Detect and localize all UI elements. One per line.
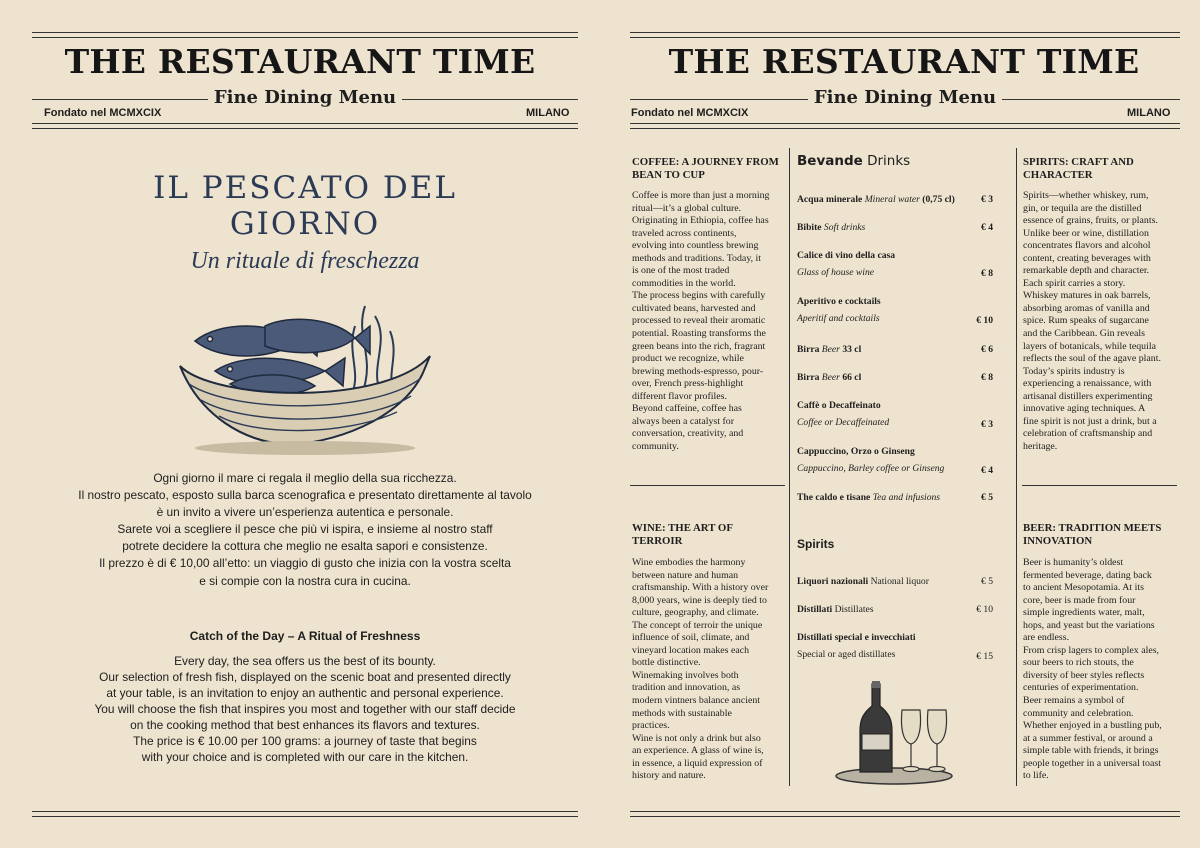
masthead-title: THE RESTAURANT TIME bbox=[668, 42, 1140, 81]
spirit-item: Distillati special e invecchiati Special or aged distillates € 15 bbox=[797, 632, 993, 662]
menu-item: Birra Beer 33 cl € 6 bbox=[797, 344, 993, 355]
wine-heading: WINE: THE ART OF TERROIR bbox=[632, 522, 733, 547]
spirit-item-price: € 5 bbox=[981, 576, 993, 587]
beer-heading: BEER: TRADITION MEETS INNOVATION bbox=[1023, 522, 1162, 547]
english-heading: Catch of the Day – A Ritual of Freshness bbox=[189, 629, 421, 643]
coffee-heading: COFFEE: A JOURNEY FROM BEAN TO CUP bbox=[632, 156, 779, 181]
founded-label: Fondato nel MCMXCIX bbox=[44, 107, 162, 119]
spirits-menu-title: Spirits bbox=[797, 537, 835, 551]
menu-item-price: € 10 bbox=[976, 315, 993, 326]
menu-item: Bibite Soft drinks € 4 bbox=[797, 222, 993, 233]
masthead-subtitle: Fine Dining Menu bbox=[808, 87, 1002, 108]
masthead-subtitle: Fine Dining Menu bbox=[208, 87, 402, 108]
menu-item-price: € 6 bbox=[981, 344, 993, 355]
beer-article: Beer is humanity’s oldest fermented beverage, dating back to ancient Mesopotamia. At its core, beer is made from four simple ingredients water, malt, hops, and yeast but the variations are endless. From crisp lagers to complex ales, sour beers to rich stouts, the diversity of beer styles reflects centuries of experimentation. Beer remains a symbol of community and celebration. Whether enjoyed in a bustling pub, at a summer festival, or around a simple table with friends, it brings people together in a universal toast to life. bbox=[1023, 557, 1162, 782]
bottom-rule bbox=[630, 811, 1180, 817]
italian-description: Ogni giorno il mare ci regala il meglio della sua ricchezza. Il nostro pescato, esposto sulla barca scenografica e presentato direttamente al tavolo è un invito a vivere un’esperienza autentica e personale. Sarete voi a scegliere il pesce che più vi ispira, e insieme al nostro staff potrete decidere la cottura che meglio ne esalta sapori e consistenze. Il prezzo è di € 10,00 all’etto: un viaggio di gusto che inizia con la vostra scelta e si compie con la nostra cura in cucina. bbox=[78, 471, 532, 588]
column-divider-right bbox=[1016, 148, 1017, 786]
top-rule bbox=[630, 32, 1180, 38]
city-label: MILANO bbox=[526, 107, 570, 119]
catch-title bbox=[60, 170, 550, 242]
bottom-rule bbox=[32, 811, 578, 817]
menu-item-price: € 8 bbox=[981, 372, 993, 383]
catch-title-line2: GIORNO bbox=[229, 206, 381, 242]
spirit-item: Distillati Distillates € 10 bbox=[797, 604, 993, 615]
masthead-title: THE RESTAURANT TIME bbox=[64, 42, 536, 81]
menu-item: Birra Beer 66 cl € 8 bbox=[797, 372, 993, 383]
city-label: MILANO bbox=[1127, 107, 1171, 119]
header-bottom-rule bbox=[630, 123, 1180, 129]
menu-item: The caldo e tisane Tea and infusions € 5 bbox=[797, 492, 993, 503]
drinks-menu-title: Bevande Drinks bbox=[797, 153, 911, 169]
catch-title-line1: IL PESCATO DEL bbox=[153, 170, 457, 206]
menu-item: Aperitivo e cocktails Aperitif and cocktails € 10 bbox=[797, 296, 993, 326]
spirits-heading: SPIRITS: CRAFT AND CHARACTER bbox=[1023, 156, 1134, 181]
menu-item-price: € 8 bbox=[981, 268, 993, 279]
spirit-item: Liquori nazionali National liquor € 5 bbox=[797, 576, 993, 587]
menu-item: Cappuccino, Orzo o Ginseng Cappuccino, Barley coffee or Ginseng € 4 bbox=[797, 446, 993, 476]
english-description: Every day, the sea offers us the best of its bounty. Our selection of fresh fish, displayed on the scenic boat and presented directly at your table, is an invitation to enjoy an authentic and personal experience. You will choose the fish that inspires you most and together with our staff decide on the cooking method that best enhances its flavors and textures. The price is € 10.00 per 100 grams: a journey of taste that begins with your choice and is completed with our care in the kitchen. bbox=[94, 654, 516, 764]
column-divider-left bbox=[789, 148, 790, 786]
menu-item: Caffè o Decaffeinato Coffee or Decaffeinated € 3 bbox=[797, 400, 993, 430]
menu-item-price: € 5 bbox=[981, 492, 993, 503]
menu-item: Calice di vino della casa Glass of house wine € 8 bbox=[797, 250, 993, 279]
catch-subtitle: Un rituale di freschezza bbox=[190, 248, 420, 274]
coffee-wine-divider bbox=[630, 485, 785, 486]
spirits-article: Spirits—whether whiskey, rum, gin, or tequila are the distilled essence of grains, fruits, or plants. Unlike beer or wine, distillation concentrates flavors and alcohol content, creating beverages with remarkable depth and character. Each spirit carries a story. Whiskey matures in oak barrels, absorbing aromas of vanilla and spice. Rum speaks of sugarcane and the Caribbean. Gin reveals layers of botanicals, while tequila reflects the soul of the agave plant. Today’s spirits industry is experiencing a renaissance, with artisanal distillers experimenting innovative aging techniques. A fine spirit is not just a drink, but a celebration of craftsmanship and heritage. bbox=[1023, 190, 1161, 452]
spirits-beer-divider bbox=[1022, 485, 1177, 486]
menu-item-price: € 3 bbox=[981, 419, 993, 430]
spirit-item-price: € 15 bbox=[976, 651, 993, 662]
header-bottom-rule bbox=[32, 123, 578, 129]
menu-item: Acqua minerale Mineral water (0,75 cl) € 3 bbox=[797, 194, 993, 205]
menu-item-price: € 4 bbox=[981, 465, 993, 476]
menu-item-price: € 3 bbox=[981, 194, 993, 205]
founded-label: Fondato nel MCMXCIX bbox=[631, 107, 749, 119]
spirit-item-price: € 10 bbox=[976, 604, 993, 615]
fish-boat-illustration bbox=[175, 296, 440, 461]
champagne-illustration bbox=[832, 676, 972, 786]
menu-item-price: € 4 bbox=[981, 222, 993, 233]
top-rule bbox=[32, 32, 578, 38]
coffee-article: Coffee is more than just a morning ritual—it’s a global culture. Originating in Ethiopia, coffee has traveled across continents, evolving into countless brewing methods and traditions. Today, it is one of the most traded commodities in the world. The process begins with carefully cultivated beans, harvested and processed to reveal their aromatic potential. Roasting transforms the green beans into the rich, fragrant product we recognize, while brewing methods-espresso, pour- over, French press-highlight different flavor profiles. Beyond caffeine, coffee has always been a catalyst for conversation, creativity, and community. bbox=[632, 190, 770, 452]
wine-article: Wine embodies the harmony between nature and human craftsmanship. With a history over 8,000 years, wine is deeply tied to culture, geography, and climate. The concept of terroir the unique influence of soil, climate, and vineyard location makes each bottle distinctive. Winemaking involves both tradition and innovation, as modern vintners balance ancient methods with sustainable practices. Wine is not only a drink but also an experience. A glass of wine is, in essence, a liquid expression of history and nature. bbox=[632, 557, 769, 782]
